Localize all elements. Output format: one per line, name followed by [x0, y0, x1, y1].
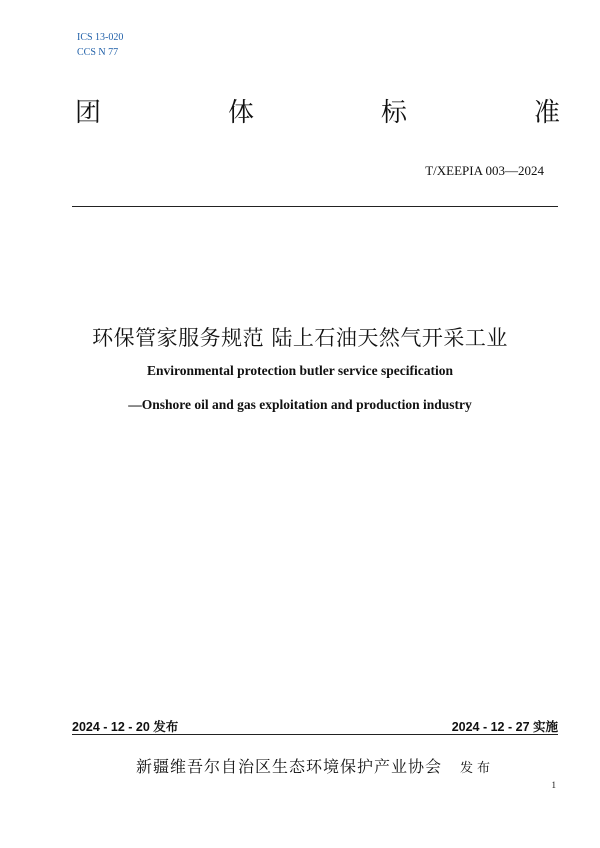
standard-type-char: 准: [533, 98, 560, 128]
ics-code: ICS 13-020: [77, 32, 124, 43]
standard-type-char: 体: [227, 98, 254, 128]
classification-codes: [77, 30, 123, 60]
publisher-action: 发布: [460, 761, 495, 776]
publisher-name: 新疆维吾尔自治区生态环境保护产业协会: [135, 757, 442, 776]
document-subtitle-english: —Onshore oil and gas exploitation and production industry: [128, 397, 472, 412]
document-title-chinese: 环保管家服务规范 陆上石油天然气开采工业: [92, 326, 508, 350]
publish-date: 2024 - 12 - 20 发布: [72, 720, 179, 734]
standard-type-heading: [75, 96, 560, 130]
ccs-code: CCS N 77: [77, 47, 119, 58]
footer-divider: [72, 734, 558, 735]
header-divider: [72, 206, 558, 207]
publisher: [0, 754, 600, 777]
implementation-date: 2024 - 12 - 27 实施: [451, 720, 558, 734]
page-number: 1: [551, 780, 556, 790]
standard-type-char: 团: [75, 98, 102, 128]
document-title-english: Environmental protection butler service specification: [147, 363, 453, 378]
standard-number: T/XEEPIA 003—2024: [425, 163, 544, 178]
standard-type-char: 标: [380, 98, 407, 128]
